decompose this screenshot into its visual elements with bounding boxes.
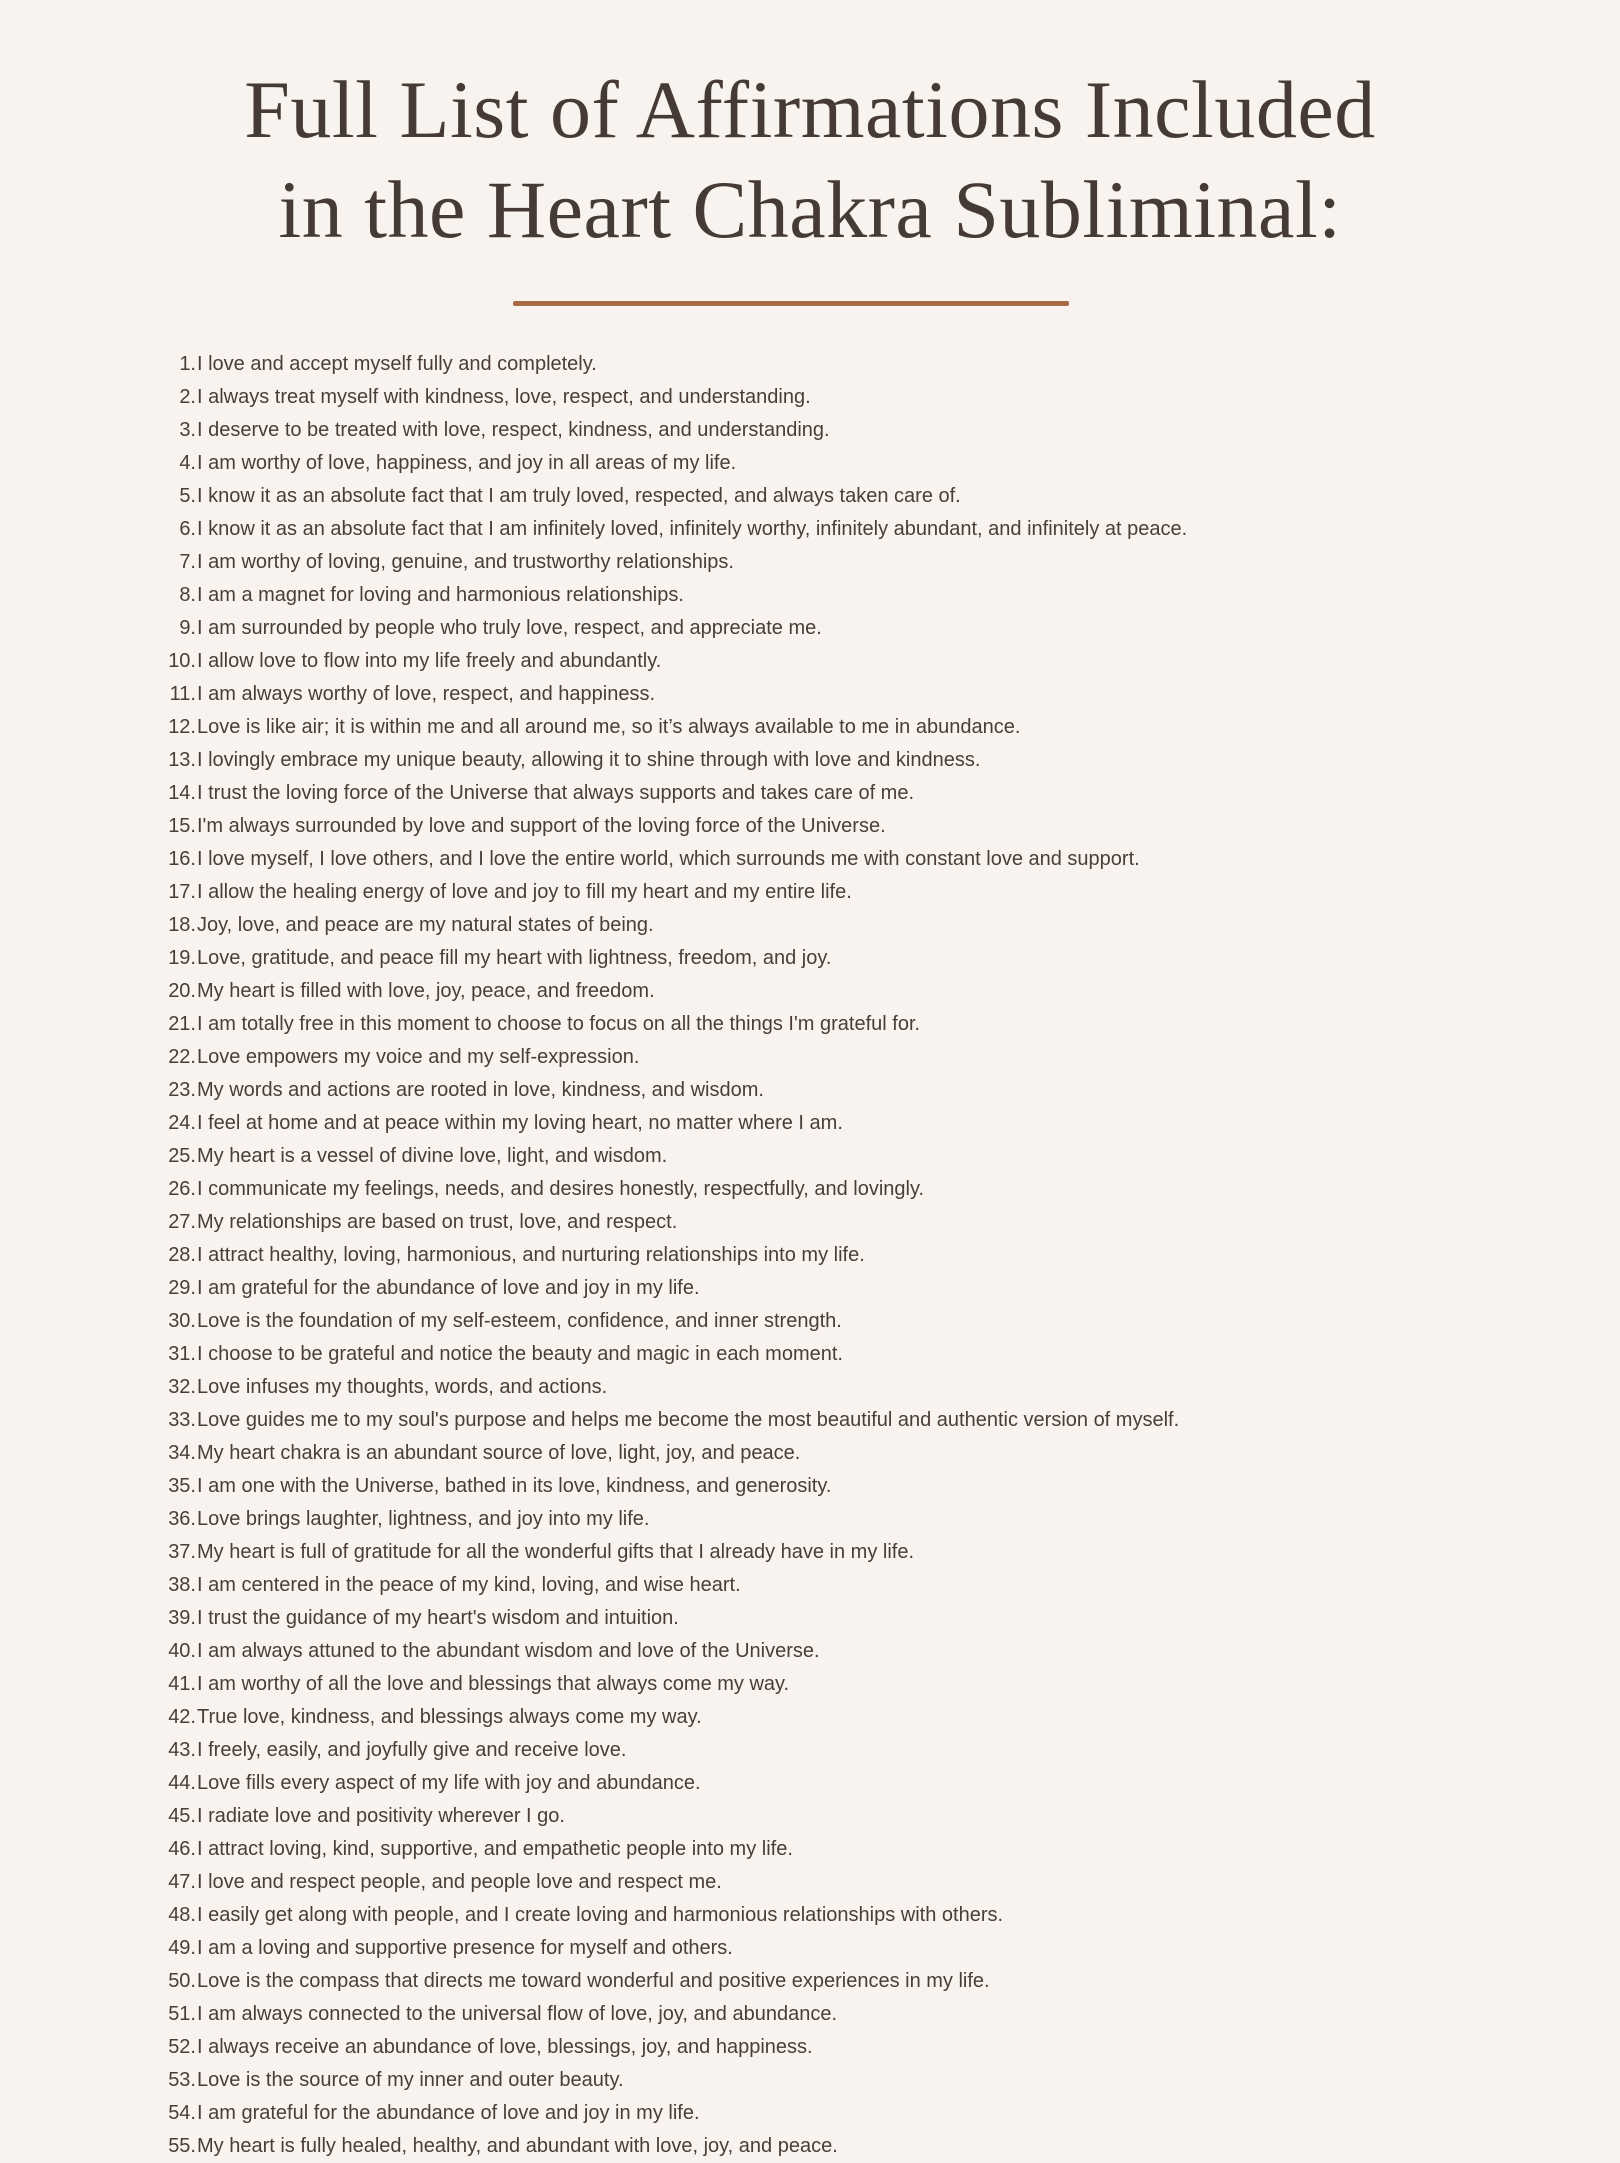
list-item-text: My heart is full of gratitude for all the wonderful gifts that I already have in my life. — [197, 1541, 915, 1563]
list-item-text: Love, gratitude, and peace fill my heart with lightness, freedom, and joy. — [197, 947, 832, 969]
list-item — [150, 1074, 1550, 1107]
list-item-number: 28. — [168, 1244, 196, 1266]
list-item-text: My words and actions are rooted in love, kindness, and wisdom. — [197, 1079, 764, 1101]
list-item-text: I love myself, I love others, and I love the entire world, which surrounds me with constant love and support. — [197, 848, 1140, 870]
list-item-text: My relationships are based on trust, love, and respect. — [197, 1211, 678, 1233]
list-item-number: 47. — [168, 1871, 196, 1893]
list-item — [150, 1932, 1550, 1965]
list-item-number: 41. — [168, 1673, 196, 1695]
list-item-number: 44. — [168, 1772, 196, 1794]
list-item-number: 29. — [168, 1277, 196, 1299]
list-item-number: 18. — [168, 914, 196, 936]
list-item — [150, 1173, 1550, 1206]
list-item-number: 30. — [168, 1310, 196, 1332]
list-item — [150, 1503, 1550, 1536]
list-item-number: 48. — [168, 1904, 196, 1926]
list-item-number: 23. — [168, 1079, 196, 1101]
list-item — [150, 1206, 1550, 1239]
list-item-text: I love and accept myself fully and completely. — [197, 353, 597, 375]
list-item-text: I am one with the Universe, bathed in its love, kindness, and generosity. — [197, 1475, 832, 1497]
title-line-2: in the Heart Chakra Subliminal: — [278, 164, 1342, 255]
list-item-text: I trust the guidance of my heart's wisdom and intuition. — [197, 1607, 679, 1629]
list-item-text: I allow the healing energy of love and joy to fill my heart and my entire life. — [197, 881, 852, 903]
list-item-text: My heart is fully healed, healthy, and abundant with love, joy, and peace. — [197, 2135, 838, 2157]
list-item-text: Love guides me to my soul's purpose and helps me become the most beautiful and authentic version of myself. — [197, 1409, 1180, 1431]
list-item-number: 19. — [168, 947, 196, 969]
list-item-number: 6. — [179, 518, 196, 540]
list-item-number: 36. — [168, 1508, 196, 1530]
list-item — [150, 381, 1550, 414]
list-item-number: 54. — [168, 2102, 196, 2124]
list-item — [150, 1338, 1550, 1371]
list-item-text: Love fills every aspect of my life with joy and abundance. — [197, 1772, 701, 1794]
list-item-number: 43. — [168, 1739, 196, 1761]
list-item-number: 38. — [168, 1574, 196, 1596]
list-item-text: Joy, love, and peace are my natural states of being. — [197, 914, 654, 936]
list-item-number: 49. — [168, 1937, 196, 1959]
list-item-number: 24. — [168, 1112, 196, 1134]
list-item — [150, 1470, 1550, 1503]
list-item-text: I trust the loving force of the Universe that always supports and takes care of me. — [197, 782, 915, 804]
list-item — [150, 645, 1550, 678]
list-item — [150, 1140, 1550, 1173]
list-item-text: I always receive an abundance of love, blessings, joy, and happiness. — [197, 2036, 813, 2058]
list-item — [150, 909, 1550, 942]
list-item-number: 20. — [168, 980, 196, 1002]
list-item — [150, 2130, 1550, 2163]
list-item — [150, 2031, 1550, 2064]
list-item-text: I am always connected to the universal flow of love, joy, and abundance. — [197, 2003, 838, 2025]
list-item-number: 31. — [168, 1343, 196, 1365]
list-item-text: I communicate my feelings, needs, and desires honestly, respectfully, and lovingly. — [197, 1178, 925, 1200]
list-item — [150, 942, 1550, 975]
list-item-text: Love is like air; it is within me and all around me, so it’s always available to me in abundance. — [197, 716, 1021, 738]
list-item-text: I easily get along with people, and I create loving and harmonious relationships with others. — [197, 1904, 1004, 1926]
list-item-text: Love infuses my thoughts, words, and actions. — [197, 1376, 608, 1398]
list-item-text: Love is the compass that directs me toward wonderful and positive experiences in my life. — [197, 1970, 990, 1992]
list-item — [150, 2097, 1550, 2130]
list-item — [150, 1668, 1550, 1701]
list-item — [150, 1734, 1550, 1767]
list-item — [150, 546, 1550, 579]
list-item-number: 7. — [179, 551, 196, 573]
list-item-text: True love, kindness, and blessings always come my way. — [197, 1706, 702, 1728]
list-item — [150, 1635, 1550, 1668]
list-item-text: I always treat myself with kindness, love, respect, and understanding. — [197, 386, 811, 408]
list-item-number: 17. — [168, 881, 196, 903]
list-item-number: 4. — [179, 452, 196, 474]
list-item-number: 51. — [168, 2003, 196, 2025]
list-item-number: 45. — [168, 1805, 196, 1827]
list-item-number: 52. — [168, 2036, 196, 2058]
list-item — [150, 513, 1550, 546]
list-item — [150, 1569, 1550, 1602]
list-item — [150, 1305, 1550, 1338]
list-item-number: 42. — [168, 1706, 196, 1728]
list-item-text: I know it as an absolute fact that I am truly loved, respected, and always taken care of. — [197, 485, 961, 507]
list-item — [150, 348, 1550, 381]
list-item — [150, 1107, 1550, 1140]
list-item-text: I attract loving, kind, supportive, and empathetic people into my life. — [197, 1838, 793, 1860]
list-item-number: 13. — [168, 749, 196, 771]
list-item — [150, 1800, 1550, 1833]
list-item-number: 21. — [168, 1013, 196, 1035]
list-item-number: 27. — [168, 1211, 196, 1233]
list-item — [150, 843, 1550, 876]
list-item-text: My heart is filled with love, joy, peace, and freedom. — [197, 980, 655, 1002]
list-item-text: I am always worthy of love, respect, and happiness. — [197, 683, 656, 705]
list-item-number: 11. — [169, 683, 196, 705]
list-item-text: I lovingly embrace my unique beauty, allowing it to shine through with love and kindness. — [197, 749, 981, 771]
list-item-text: I am a loving and supportive presence for myself and others. — [197, 1937, 733, 1959]
list-item-text: I know it as an absolute fact that I am infinitely loved, infinitely worthy, infinitely abundant, and infinitely at peace. — [197, 518, 1188, 540]
list-item-number: 12. — [168, 716, 196, 738]
list-item-number: 26. — [168, 1178, 196, 1200]
list-item-text: I love and respect people, and people love and respect me. — [197, 1871, 722, 1893]
list-item-text: Love brings laughter, lightness, and joy into my life. — [197, 1508, 650, 1530]
list-item — [150, 876, 1550, 909]
list-item — [150, 480, 1550, 513]
list-item-number: 32. — [168, 1376, 196, 1398]
list-item — [150, 1899, 1550, 1932]
list-item-text: I am worthy of loving, genuine, and trustworthy relationships. — [197, 551, 734, 573]
list-item-number: 35. — [168, 1475, 196, 1497]
affirmation-list — [150, 348, 1550, 2163]
list-item — [150, 579, 1550, 612]
list-item — [150, 1272, 1550, 1305]
title-line-1: Full List of Affirmations Included — [244, 64, 1376, 155]
list-item — [150, 1404, 1550, 1437]
list-item-number: 55. — [168, 2135, 196, 2157]
list-item-text: I attract healthy, loving, harmonious, and nurturing relationships into my life. — [197, 1244, 865, 1266]
list-item-text: I radiate love and positivity wherever I go. — [197, 1805, 565, 1827]
list-item — [150, 1239, 1550, 1272]
list-item-number: 53. — [168, 2069, 196, 2091]
list-item-text: I am totally free in this moment to choose to focus on all the things I'm grateful for. — [197, 1013, 921, 1035]
list-item-number: 40. — [168, 1640, 196, 1662]
list-item-text: I deserve to be treated with love, respect, kindness, and understanding. — [197, 419, 830, 441]
list-item-text: I am grateful for the abundance of love and joy in my life. — [197, 2102, 700, 2124]
list-item — [150, 1536, 1550, 1569]
list-item — [150, 1437, 1550, 1470]
list-item-number: 46. — [168, 1838, 196, 1860]
list-item-text: I choose to be grateful and notice the beauty and magic in each moment. — [197, 1343, 843, 1365]
list-item-number: 15. — [168, 815, 196, 837]
list-item — [150, 1701, 1550, 1734]
list-item-number: 14. — [168, 782, 196, 804]
list-item — [150, 1008, 1550, 1041]
list-item — [150, 678, 1550, 711]
list-item-number: 3. — [179, 419, 196, 441]
page-title — [0, 60, 1620, 260]
list-item-text: My heart is a vessel of divine love, light, and wisdom. — [197, 1145, 668, 1167]
list-item-number: 10. — [168, 650, 196, 672]
list-item — [150, 1965, 1550, 1998]
list-item-number: 25. — [168, 1145, 196, 1167]
list-item-text: I am surrounded by people who truly love, respect, and appreciate me. — [197, 617, 822, 639]
list-item-number: 37. — [168, 1541, 196, 1563]
list-item — [150, 2064, 1550, 2097]
list-item — [150, 777, 1550, 810]
list-item-text: Love empowers my voice and my self-expression. — [197, 1046, 640, 1068]
list-item-text: I am worthy of all the love and blessings that always come my way. — [197, 1673, 790, 1695]
list-item-number: 16. — [168, 848, 196, 870]
list-item-number: 2. — [179, 386, 196, 408]
list-item-number: 5. — [179, 485, 196, 507]
list-item-text: I am centered in the peace of my kind, loving, and wise heart. — [197, 1574, 741, 1596]
list-item — [150, 1371, 1550, 1404]
list-item-text: I freely, easily, and joyfully give and receive love. — [197, 1739, 627, 1761]
list-item-text: I feel at home and at peace within my loving heart, no matter where I am. — [197, 1112, 843, 1134]
list-item-number: 8. — [179, 584, 196, 606]
list-item — [150, 1041, 1550, 1074]
list-item — [150, 612, 1550, 645]
list-item-number: 34. — [168, 1442, 196, 1464]
list-item-text: I allow love to flow into my life freely and abundantly. — [197, 650, 662, 672]
list-item — [150, 975, 1550, 1008]
list-item-text: I am grateful for the abundance of love and joy in my life. — [197, 1277, 700, 1299]
list-item-text: Love is the source of my inner and outer beauty. — [197, 2069, 624, 2091]
list-item — [150, 1767, 1550, 1800]
list-item — [150, 1866, 1550, 1899]
list-item-text: My heart chakra is an abundant source of love, light, joy, and peace. — [197, 1442, 801, 1464]
list-item — [150, 447, 1550, 480]
list-item-number: 22. — [168, 1046, 196, 1068]
list-item-number: 50. — [168, 1970, 196, 1992]
list-item-number: 39. — [168, 1607, 196, 1629]
list-item-text: I am a magnet for loving and harmonious relationships. — [197, 584, 684, 606]
list-item — [150, 414, 1550, 447]
list-item — [150, 1602, 1550, 1635]
list-item — [150, 711, 1550, 744]
list-item-text: I am always attuned to the abundant wisdom and love of the Universe. — [197, 1640, 820, 1662]
list-item — [150, 744, 1550, 777]
list-item-number: 33. — [168, 1409, 196, 1431]
list-item-text: I am worthy of love, happiness, and joy in all areas of my life. — [197, 452, 737, 474]
list-item-number: 1. — [179, 353, 196, 375]
list-item — [150, 1998, 1550, 2031]
list-item-number: 9. — [179, 617, 196, 639]
title-divider — [513, 301, 1069, 306]
list-item-text: I'm always surrounded by love and support of the loving force of the Universe. — [197, 815, 886, 837]
list-item — [150, 810, 1550, 843]
list-item — [150, 1833, 1550, 1866]
list-item-text: Love is the foundation of my self-esteem, confidence, and inner strength. — [197, 1310, 842, 1332]
